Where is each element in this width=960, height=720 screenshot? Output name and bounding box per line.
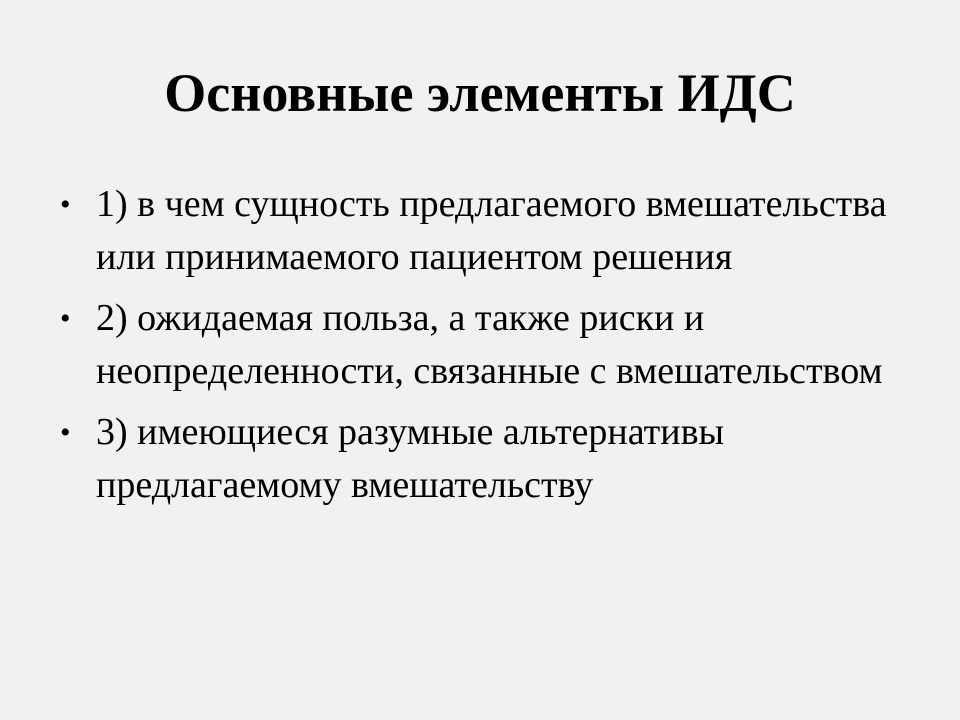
bullet-icon: • xyxy=(60,416,71,449)
bullet-list xyxy=(56,178,916,520)
list-item xyxy=(56,406,916,512)
slide-title: Основные элементы ИДС xyxy=(164,63,796,123)
list-item-text: 2) ожидаемая польза, а также риски и неопределенности, связанные с вмешательством xyxy=(96,297,883,392)
list-item-text: 1) в чем сущность предлагаемого вмешательства или принимаемого пациентом решения xyxy=(96,183,887,278)
bullet-icon: • xyxy=(60,302,71,335)
list-item xyxy=(56,178,916,284)
bullet-icon: • xyxy=(60,188,71,221)
list-item-text: 3) имеющиеся разумные альтернативы предлагаемому вмешательству xyxy=(96,411,725,506)
list-item xyxy=(56,292,916,398)
